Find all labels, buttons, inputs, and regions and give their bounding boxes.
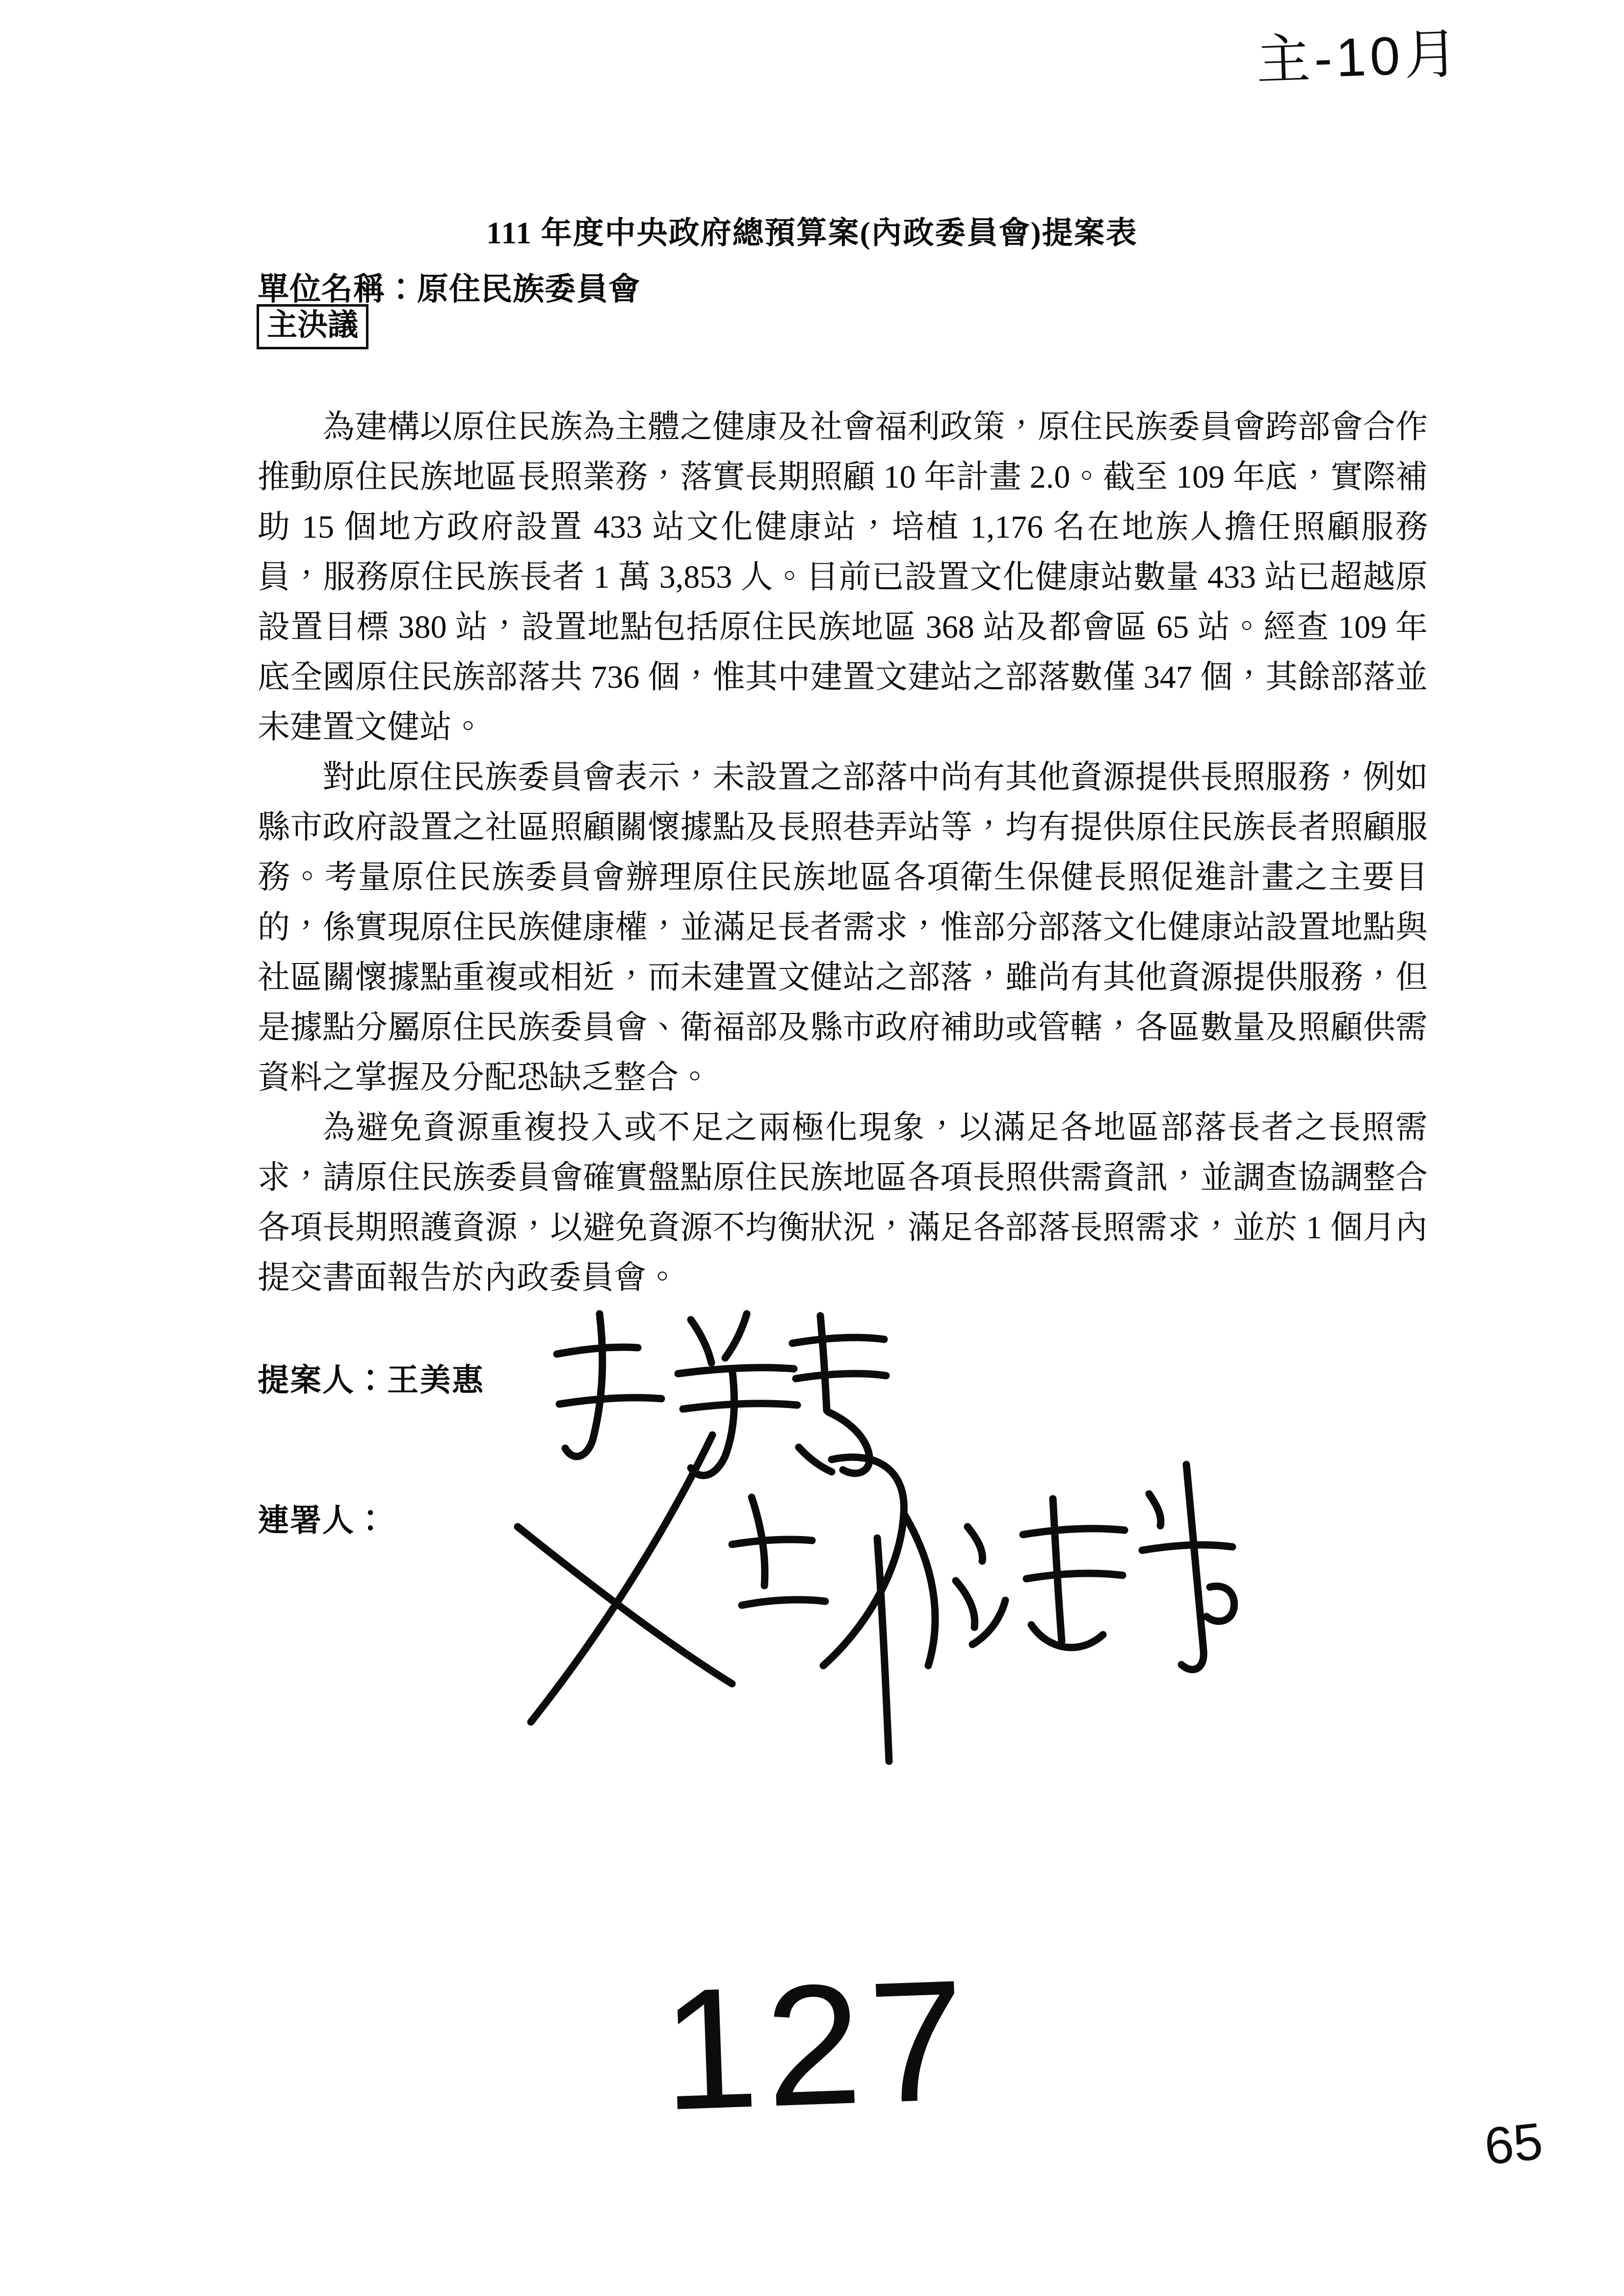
- resolution-type-badge: 主決議: [257, 304, 368, 349]
- handwritten-page-number: 127: [659, 1944, 976, 2146]
- proposer-line: 提案人：王美惠: [258, 1363, 484, 1398]
- unit-name-line: 單位名稱：原住民族委員會: [258, 272, 640, 307]
- paragraph-2: 對此原住民族委員會表示，未設置之部落中尚有其他資源提供長照服務，例如縣市政府設置之社區照顧關懷據點及長照巷弄站等，均有提供原住民族長者照顧服務。考量原住民族委員會辦理原住民族地區各項衛生保健長照促進計畫之主要目的，係實現原住民族健康權，並滿足長者需求，惟部分部落文化健康站設置地點與社區關懷據點重複或相近，而未建置文健站之部落，雖尚有其他資源提供服務，但是據點分屬原住民族委員會、衛福部及縣市政府補助或管轄，各區數量及照顧供需資料之掌握及分配恐缺乏整合。: [258, 759, 1428, 1096]
- cosigner-line: 連署人：: [258, 1503, 387, 1538]
- paragraph-1: 為建構以原住民族為主體之健康及社會福利政策，原住民族委員會跨部會合作推動原住民族地區長照業務，落實長期照顧 10 年計畫 2.0。截至 109 年底，實際補助 15 個地方政府設置 433 站文化健康站，培植 1,176 名在地族人擔任照顧服務員，服務原住民族長者 1 萬 3,853 人。目前已設置文化健康站數量 433 站已超越原設置目標 380 站，設置地點包括原住民族地區 368 站及都會區 65 站。經查 109 年底全國原住民族部落共 736 個，惟其中建置文建站之部落數僅 347 個，其餘部落並未建置文健站。: [258, 409, 1428, 745]
- resolution-body: [258, 402, 1428, 1303]
- handwritten-top-right-note: 主-10月: [1255, 23, 1463, 91]
- handwritten-corner-note: 65: [1482, 2112, 1545, 2176]
- document-title: 111 年度中央政府總預算案(內政委員會)提案表: [486, 216, 1138, 250]
- paragraph-3: 為避免資源重複投入或不足之兩極化現象，以滿足各地區部落長者之長照需求，請原住民族委員會確實盤點原住民族地區各項長照供需資訊，並調查協調整合各項長期照護資源，以避免資源不均衡狀況，滿足各部落長照需求，並於 1 個月內提交書面報告於內政委員會。: [258, 1110, 1428, 1296]
- cosigner-signature-2: [937, 1452, 1261, 1697]
- cosigner-signature-1: [491, 1423, 962, 1776]
